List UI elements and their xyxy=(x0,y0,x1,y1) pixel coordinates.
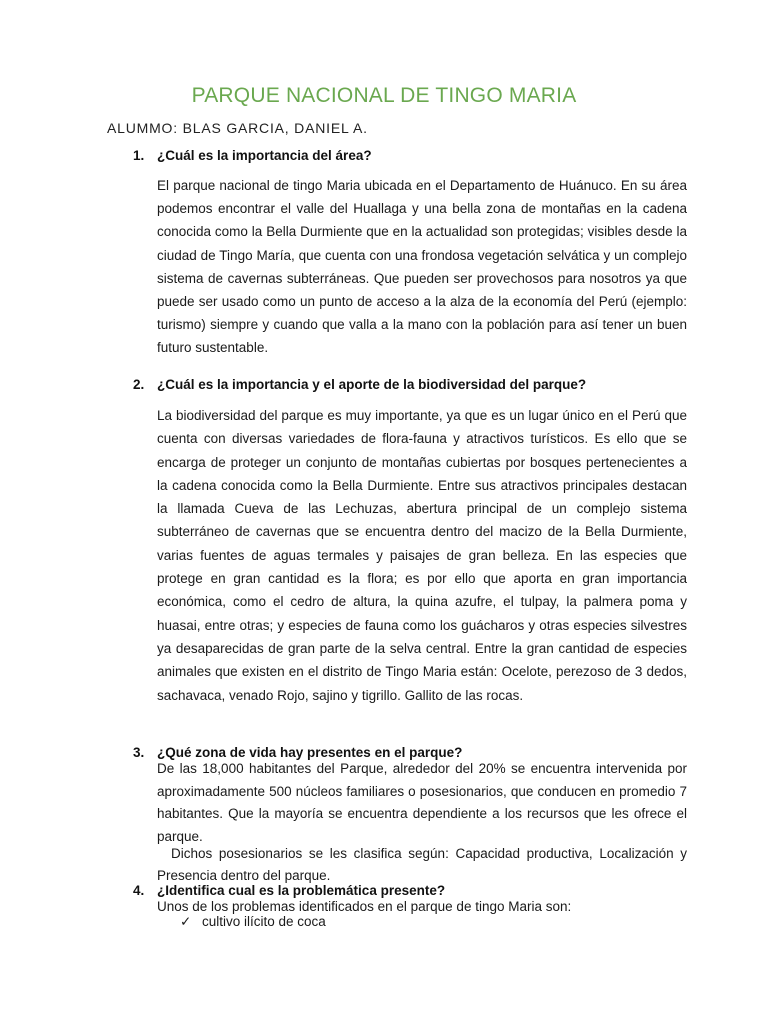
bullet-text: cultivo ilícito de coca xyxy=(202,914,326,929)
question-text: ¿Identifica cual es la problemática presente? xyxy=(157,883,446,898)
document-title: PARQUE NACIONAL DE TINGO MARIA xyxy=(191,84,577,107)
author-line: ALUMMO: BLAS GARCIA, DANIEL A. xyxy=(107,120,368,136)
answer-4-paragraph: Unos de los problemas identificados en el parque de tingo Maria son: xyxy=(157,899,572,914)
answer-1-paragraph: El parque nacional de tingo Maria ubicada en el Departamento de Huánuco. En su área podemos encontrar el valle del Huallaga y una bella zona de montañas en la cadena conocida como la Bella Durmiente que en la actualidad son protegidas; visibles desde la ciudad de Tingo María, que cuenta con una frondosa vegetación selvática y un complejo sistema de cavernas subterráneas. Que pueden ser provechosos para nosotros ya que puede ser usado como un punto de acceso a la alza de la economía del Perú (ejemplo: turismo) siempre y cuando que valla a la mano con la población para así tener un buen futuro sustentable. xyxy=(157,178,687,356)
question-text: ¿Qué zona de vida hay presentes en el parque? xyxy=(157,745,463,760)
checkmark-icon: ✓ xyxy=(180,914,192,929)
question-number: 2. xyxy=(133,377,145,392)
question-number: 1. xyxy=(133,148,145,163)
answer-3-paragraph-2: Dichos posesionarios se les clasifica según: Capacidad productiva, Localización y Presencia dentro del parque. xyxy=(157,846,687,883)
question-number: 3. xyxy=(133,745,145,760)
question-number: 4. xyxy=(133,883,145,898)
question-text: ¿Cuál es la importancia y el aporte de la biodiversidad del parque? xyxy=(157,377,587,392)
bullet-item xyxy=(180,913,326,931)
question-text: ¿Cuál es la importancia del área? xyxy=(157,148,372,163)
answer-2-paragraph: La biodiversidad del parque es muy importante, ya que es un lugar único en el Perú que cuenta con diversas variedades de flora-fauna y atractivos turísticos. Es ello que se encarga de proteger un conjunto de montañas cubiertas por bosques pertenecientes a la cadena conocida como la Bella Durmiente. Entre sus atractivos principales destacan la llamada Cueva de las Lechuzas, abertura principal de un complejo sistema subterráneo de cavernas que se encuentra dentro del macizo de la Bella Durmiente, varias fuentes de aguas termales y paisajes de gran belleza. En las especies que protege en gran cantidad es la flora; es por ello que aporta en gran importancia económica, como el cedro de altura, la quina azufre, el tulpay, la palmera poma y huasai, entre otras; y especies de fauna como los guácharos y otras especies silvestres ya desaparecidas de gran parte de la selva central. Entre la gran cantidad de especies animales que existen en el distrito de Tingo Maria están: Ocelote, perezoso de 3 dedos, sachavaca, venado Rojo, sajino y tigrillo. Gallito de las rocas. xyxy=(157,408,687,703)
answer-3-paragraph: De las 18,000 habitantes del Parque, alrededor del 20% se encuentra intervenida por aproximadamente 500 núcleos familiares o posesionarios, que conducen en promedio 7 habitantes. Que la mayoría se encuentra dependiente a los recursos que les ofrece el parque. xyxy=(157,761,687,844)
